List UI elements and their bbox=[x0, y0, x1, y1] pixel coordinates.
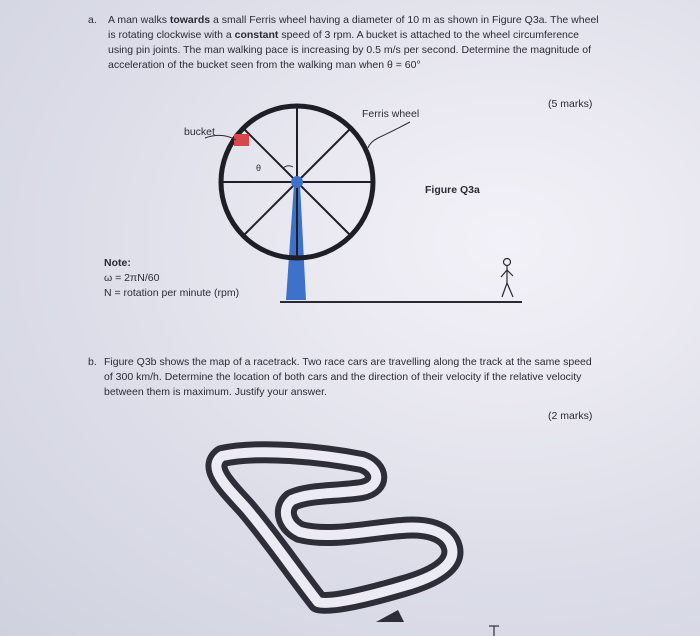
note-title: Note: bbox=[104, 257, 131, 269]
theta-label: θ bbox=[256, 163, 262, 173]
question-b-marks: (2 marks) bbox=[548, 410, 593, 422]
emphasis-towards: towards bbox=[169, 14, 211, 26]
emphasis-constant: constant bbox=[234, 29, 279, 41]
question-b-label: b. bbox=[88, 356, 97, 368]
question-a-text: A man walks towards a small Ferris wheel having a diameter of 10 m as shown in Figure Q3a. The wheel is rotating clockwise with a constant speed of 3 rpm. A bucket is attached to the wheel circumference using pin joints. The man walking pace is increasing by 0.5 m/s per second. Determine the magnitude of acceleration of the bucket seen from the walking man when θ = 60° bbox=[108, 14, 599, 71]
figure-q3a-caption: Figure Q3a bbox=[425, 184, 480, 196]
bucket-label: bucket bbox=[184, 126, 215, 138]
question-b-text: Figure Q3b shows the map of a racetrack. Two race cars are travelling along the track at the same speed of 300 km/h. Determine the location of both cars and the direction of their velocity if the relative velocity between them is maximum. Justify your answer. bbox=[104, 356, 592, 398]
question-a-marks: (5 marks) bbox=[548, 98, 593, 110]
note-definition: N = rotation per minute (rpm) bbox=[104, 287, 240, 299]
ferris-wheel-label: Ferris wheel bbox=[362, 108, 420, 120]
note-formula: ω = 2πN/60 bbox=[104, 272, 160, 284]
track-marker bbox=[376, 610, 404, 622]
question-a-label: a. bbox=[88, 14, 97, 26]
